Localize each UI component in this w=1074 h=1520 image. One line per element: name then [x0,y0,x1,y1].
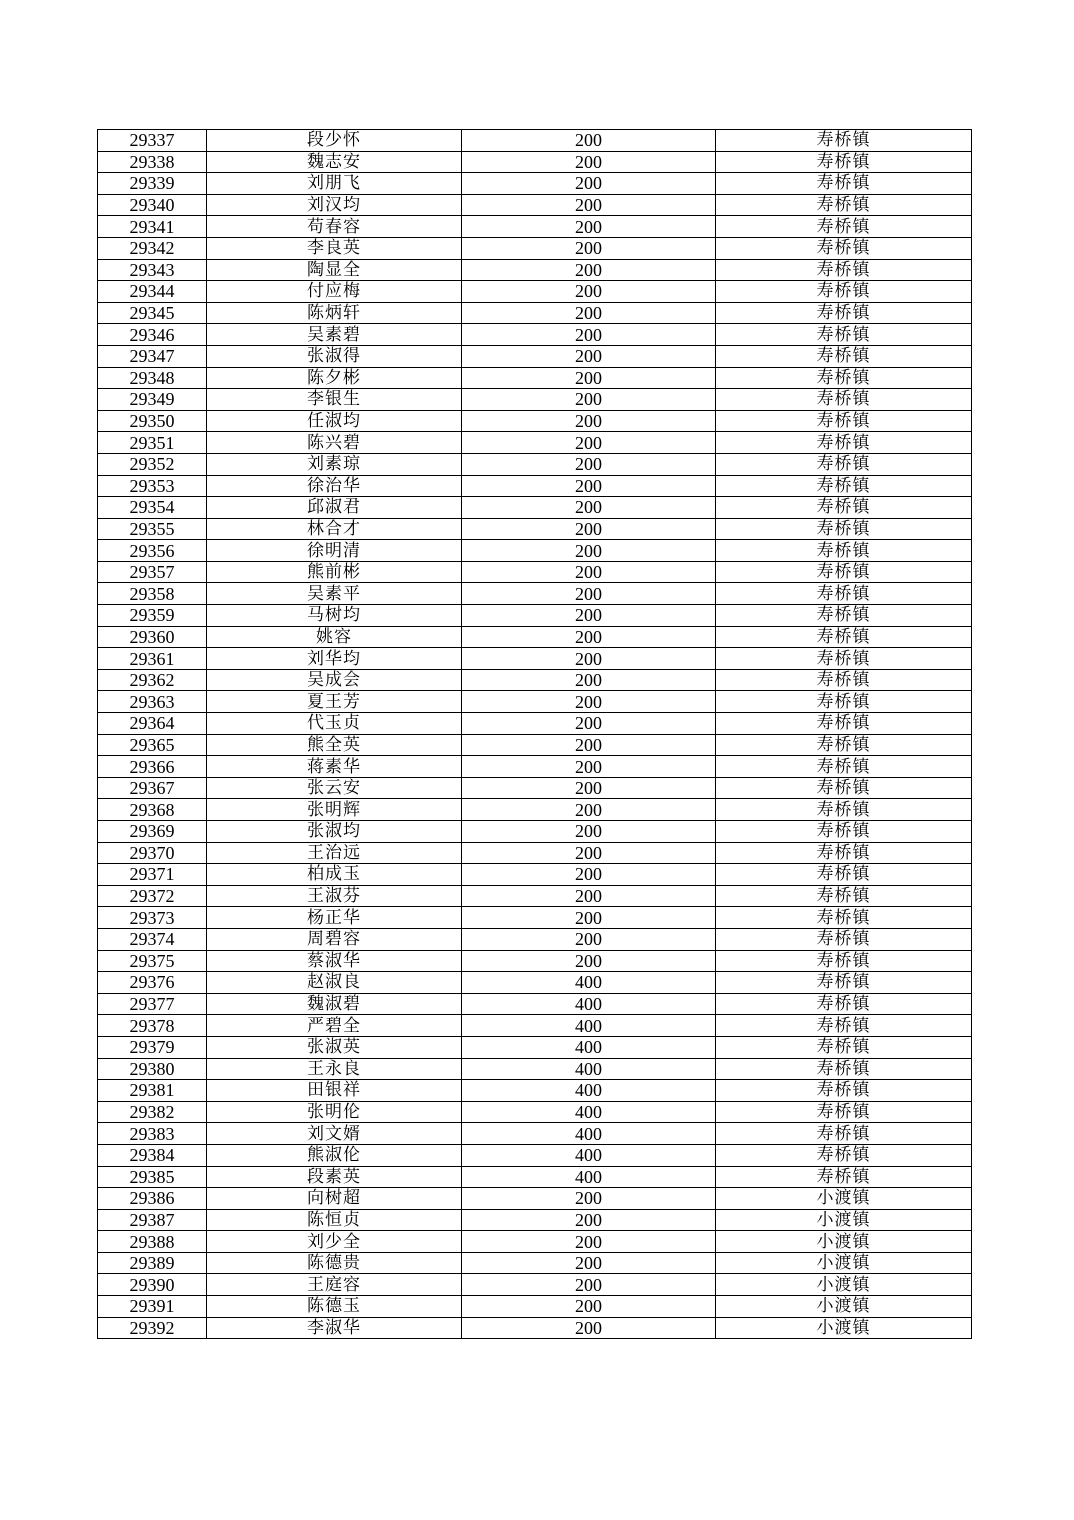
name-cell: 李良英 [207,237,462,259]
serial-number-cell: 29356 [98,540,207,562]
serial-number-cell: 29357 [98,561,207,583]
table-row [98,216,972,238]
serial-number-cell: 29363 [98,691,207,713]
table-row [98,259,972,281]
amount-cell: 200 [462,324,716,346]
name-cell: 李银生 [207,389,462,411]
table-row [98,302,972,324]
amount-cell: 200 [462,432,716,454]
name-cell: 刘少全 [207,1231,462,1253]
name-cell: 吴素平 [207,583,462,605]
name-cell: 段素英 [207,1166,462,1188]
serial-number-cell: 29359 [98,605,207,627]
town-cell: 寿桥镇 [716,583,972,605]
amount-cell: 200 [462,173,716,195]
amount-cell: 200 [462,799,716,821]
name-cell: 陈炳轩 [207,302,462,324]
town-cell: 寿桥镇 [716,691,972,713]
amount-cell: 200 [462,518,716,540]
table-row [98,1080,972,1102]
table-row [98,345,972,367]
town-cell: 小渡镇 [716,1231,972,1253]
town-cell: 寿桥镇 [716,799,972,821]
amount-cell: 200 [462,1296,716,1318]
amount-cell: 400 [462,1144,716,1166]
amount-cell: 200 [462,194,716,216]
town-cell: 寿桥镇 [716,842,972,864]
town-cell: 寿桥镇 [716,324,972,346]
table-row [98,928,972,950]
amount-cell: 200 [462,885,716,907]
amount-cell: 200 [462,259,716,281]
serial-number-cell: 29352 [98,453,207,475]
serial-number-cell: 29358 [98,583,207,605]
table-row [98,885,972,907]
table-row [98,324,972,346]
town-cell: 寿桥镇 [716,1144,972,1166]
table-row [98,972,972,994]
table-row [98,173,972,195]
table-row [98,497,972,519]
name-cell: 蒋素华 [207,756,462,778]
serial-number-cell: 29382 [98,1101,207,1123]
town-cell: 寿桥镇 [716,453,972,475]
name-cell: 张明伦 [207,1101,462,1123]
serial-number-cell: 29384 [98,1144,207,1166]
amount-cell: 400 [462,1036,716,1058]
town-cell: 寿桥镇 [716,432,972,454]
serial-number-cell: 29381 [98,1080,207,1102]
serial-number-cell: 29383 [98,1123,207,1145]
town-cell: 寿桥镇 [716,1015,972,1037]
amount-cell: 200 [462,1209,716,1231]
table-body [98,130,972,1339]
data-table [97,129,972,1339]
amount-cell: 400 [462,993,716,1015]
serial-number-cell: 29369 [98,821,207,843]
table-row [98,540,972,562]
table-row [98,1058,972,1080]
amount-cell: 200 [462,605,716,627]
serial-number-cell: 29368 [98,799,207,821]
name-cell: 蔡淑华 [207,950,462,972]
name-cell: 刘华均 [207,648,462,670]
serial-number-cell: 29387 [98,1209,207,1231]
serial-number-cell: 29355 [98,518,207,540]
amount-cell: 200 [462,626,716,648]
name-cell: 陈夕彬 [207,367,462,389]
serial-number-cell: 29379 [98,1036,207,1058]
table-row [98,130,972,152]
amount-cell: 400 [462,1101,716,1123]
amount-cell: 200 [462,842,716,864]
name-cell: 王永良 [207,1058,462,1080]
name-cell: 张淑英 [207,1036,462,1058]
amount-cell: 200 [462,821,716,843]
name-cell: 陈德贵 [207,1252,462,1274]
amount-cell: 200 [462,1252,716,1274]
town-cell: 寿桥镇 [716,756,972,778]
amount-cell: 200 [462,583,716,605]
serial-number-cell: 29361 [98,648,207,670]
town-cell: 寿桥镇 [716,907,972,929]
table-row [98,237,972,259]
town-cell: 寿桥镇 [716,928,972,950]
name-cell: 熊前彬 [207,561,462,583]
table-row [98,367,972,389]
name-cell: 杨正华 [207,907,462,929]
serial-number-cell: 29347 [98,345,207,367]
name-cell: 周碧容 [207,928,462,950]
table-row [98,1166,972,1188]
amount-cell: 200 [462,151,716,173]
serial-number-cell: 29345 [98,302,207,324]
serial-number-cell: 29392 [98,1317,207,1339]
table-row [98,691,972,713]
table-row [98,1252,972,1274]
town-cell: 寿桥镇 [716,281,972,303]
serial-number-cell: 29351 [98,432,207,454]
serial-number-cell: 29377 [98,993,207,1015]
name-cell: 熊淑伦 [207,1144,462,1166]
town-cell: 寿桥镇 [716,950,972,972]
amount-cell: 200 [462,1317,716,1339]
amount-cell: 200 [462,756,716,778]
amount-cell: 200 [462,216,716,238]
table-row [98,648,972,670]
table-row [98,151,972,173]
name-cell: 魏志安 [207,151,462,173]
table-row [98,605,972,627]
serial-number-cell: 29360 [98,626,207,648]
name-cell: 陈德玉 [207,1296,462,1318]
table-row [98,950,972,972]
town-cell: 寿桥镇 [716,237,972,259]
town-cell: 寿桥镇 [716,1080,972,1102]
table-row [98,734,972,756]
name-cell: 林合才 [207,518,462,540]
serial-number-cell: 29338 [98,151,207,173]
table-row [98,194,972,216]
town-cell: 寿桥镇 [716,540,972,562]
name-cell: 张淑得 [207,345,462,367]
table-row [98,475,972,497]
table-row [98,1317,972,1339]
serial-number-cell: 29371 [98,864,207,886]
name-cell: 张明辉 [207,799,462,821]
town-cell: 寿桥镇 [716,669,972,691]
serial-number-cell: 29349 [98,389,207,411]
amount-cell: 200 [462,1231,716,1253]
table-row [98,1144,972,1166]
town-cell: 小渡镇 [716,1209,972,1231]
name-cell: 张淑均 [207,821,462,843]
name-cell: 王淑芬 [207,885,462,907]
serial-number-cell: 29346 [98,324,207,346]
name-cell: 夏王芳 [207,691,462,713]
table-row [98,1296,972,1318]
town-cell: 寿桥镇 [716,1166,972,1188]
name-cell: 付应梅 [207,281,462,303]
table-row [98,777,972,799]
amount-cell: 200 [462,345,716,367]
name-cell: 刘素琼 [207,453,462,475]
table-row [98,1101,972,1123]
serial-number-cell: 29375 [98,950,207,972]
table-row [98,410,972,432]
serial-number-cell: 29343 [98,259,207,281]
town-cell: 寿桥镇 [716,216,972,238]
town-cell: 寿桥镇 [716,345,972,367]
name-cell: 柏成玉 [207,864,462,886]
town-cell: 寿桥镇 [716,518,972,540]
serial-number-cell: 29378 [98,1015,207,1037]
table-row [98,1231,972,1253]
name-cell: 陈恒贞 [207,1209,462,1231]
amount-cell: 200 [462,540,716,562]
table-row [98,583,972,605]
town-cell: 寿桥镇 [716,475,972,497]
town-cell: 寿桥镇 [716,497,972,519]
town-cell: 寿桥镇 [716,626,972,648]
town-cell: 寿桥镇 [716,605,972,627]
table-row [98,389,972,411]
name-cell: 李淑华 [207,1317,462,1339]
name-cell: 严碧全 [207,1015,462,1037]
name-cell: 段少怀 [207,130,462,152]
serial-number-cell: 29376 [98,972,207,994]
amount-cell: 200 [462,130,716,152]
amount-cell: 200 [462,669,716,691]
table-row [98,907,972,929]
serial-number-cell: 29348 [98,367,207,389]
table-row [98,432,972,454]
town-cell: 寿桥镇 [716,993,972,1015]
serial-number-cell: 29353 [98,475,207,497]
serial-number-cell: 29340 [98,194,207,216]
serial-number-cell: 29367 [98,777,207,799]
table-row [98,821,972,843]
table-row [98,799,972,821]
town-cell: 寿桥镇 [716,648,972,670]
name-cell: 熊全英 [207,734,462,756]
serial-number-cell: 29370 [98,842,207,864]
town-cell: 寿桥镇 [716,410,972,432]
name-cell: 马树均 [207,605,462,627]
town-cell: 寿桥镇 [716,821,972,843]
name-cell: 徐治华 [207,475,462,497]
amount-cell: 200 [462,1188,716,1210]
table-row [98,1274,972,1296]
serial-number-cell: 29354 [98,497,207,519]
town-cell: 寿桥镇 [716,367,972,389]
amount-cell: 200 [462,907,716,929]
name-cell: 赵淑良 [207,972,462,994]
town-cell: 寿桥镇 [716,734,972,756]
name-cell: 王治远 [207,842,462,864]
serial-number-cell: 29339 [98,173,207,195]
serial-number-cell: 29341 [98,216,207,238]
town-cell: 寿桥镇 [716,1036,972,1058]
amount-cell: 200 [462,367,716,389]
name-cell: 任淑均 [207,410,462,432]
town-cell: 寿桥镇 [716,713,972,735]
amount-cell: 400 [462,1058,716,1080]
table-row [98,1036,972,1058]
amount-cell: 200 [462,713,716,735]
town-cell: 寿桥镇 [716,777,972,799]
table-row [98,453,972,475]
name-cell: 王庭容 [207,1274,462,1296]
name-cell: 张云安 [207,777,462,799]
town-cell: 寿桥镇 [716,885,972,907]
table-row [98,669,972,691]
town-cell: 寿桥镇 [716,302,972,324]
serial-number-cell: 29365 [98,734,207,756]
serial-number-cell: 29344 [98,281,207,303]
serial-number-cell: 29372 [98,885,207,907]
serial-number-cell: 29350 [98,410,207,432]
amount-cell: 200 [462,928,716,950]
town-cell: 寿桥镇 [716,972,972,994]
name-cell: 魏淑碧 [207,993,462,1015]
name-cell: 吴素碧 [207,324,462,346]
table-row [98,993,972,1015]
town-cell: 寿桥镇 [716,389,972,411]
town-cell: 小渡镇 [716,1188,972,1210]
table-row [98,713,972,735]
table-row [98,518,972,540]
serial-number-cell: 29388 [98,1231,207,1253]
serial-number-cell: 29390 [98,1274,207,1296]
amount-cell: 200 [462,864,716,886]
name-cell: 徐明清 [207,540,462,562]
amount-cell: 200 [462,777,716,799]
serial-number-cell: 29362 [98,669,207,691]
serial-number-cell: 29389 [98,1252,207,1274]
town-cell: 寿桥镇 [716,561,972,583]
serial-number-cell: 29337 [98,130,207,152]
name-cell: 吴成会 [207,669,462,691]
serial-number-cell: 29373 [98,907,207,929]
serial-number-cell: 29385 [98,1166,207,1188]
amount-cell: 200 [462,410,716,432]
table-row [98,1015,972,1037]
name-cell: 代玉贞 [207,713,462,735]
amount-cell: 200 [462,497,716,519]
serial-number-cell: 29391 [98,1296,207,1318]
amount-cell: 200 [462,561,716,583]
town-cell: 寿桥镇 [716,173,972,195]
amount-cell: 400 [462,972,716,994]
amount-cell: 200 [462,1274,716,1296]
name-cell: 田银祥 [207,1080,462,1102]
name-cell: 刘朋飞 [207,173,462,195]
town-cell: 小渡镇 [716,1317,972,1339]
serial-number-cell: 29374 [98,928,207,950]
table-row [98,281,972,303]
table-row [98,626,972,648]
serial-number-cell: 29342 [98,237,207,259]
name-cell: 陈兴碧 [207,432,462,454]
amount-cell: 400 [462,1015,716,1037]
amount-cell: 200 [462,389,716,411]
name-cell: 刘文婿 [207,1123,462,1145]
amount-cell: 200 [462,281,716,303]
table-row [98,756,972,778]
table-row [98,864,972,886]
town-cell: 寿桥镇 [716,1123,972,1145]
table-row [98,561,972,583]
town-cell: 寿桥镇 [716,1058,972,1080]
town-cell: 小渡镇 [716,1296,972,1318]
name-cell: 向树超 [207,1188,462,1210]
amount-cell: 200 [462,453,716,475]
amount-cell: 400 [462,1080,716,1102]
serial-number-cell: 29380 [98,1058,207,1080]
town-cell: 寿桥镇 [716,130,972,152]
amount-cell: 200 [462,302,716,324]
amount-cell: 200 [462,648,716,670]
amount-cell: 200 [462,734,716,756]
table-row [98,1188,972,1210]
amount-cell: 200 [462,237,716,259]
name-cell: 刘汉均 [207,194,462,216]
town-cell: 寿桥镇 [716,1101,972,1123]
town-cell: 寿桥镇 [716,864,972,886]
name-cell: 苟春容 [207,216,462,238]
table-row [98,1209,972,1231]
table-row [98,1123,972,1145]
town-cell: 寿桥镇 [716,194,972,216]
name-cell: 邱淑君 [207,497,462,519]
name-cell: 陶显全 [207,259,462,281]
serial-number-cell: 29386 [98,1188,207,1210]
amount-cell: 200 [462,950,716,972]
town-cell: 寿桥镇 [716,151,972,173]
name-cell: 姚容 [207,626,462,648]
town-cell: 小渡镇 [716,1274,972,1296]
amount-cell: 200 [462,691,716,713]
town-cell: 小渡镇 [716,1252,972,1274]
table-row [98,842,972,864]
serial-number-cell: 29364 [98,713,207,735]
amount-cell: 400 [462,1166,716,1188]
town-cell: 寿桥镇 [716,259,972,281]
amount-cell: 200 [462,475,716,497]
amount-cell: 400 [462,1123,716,1145]
serial-number-cell: 29366 [98,756,207,778]
